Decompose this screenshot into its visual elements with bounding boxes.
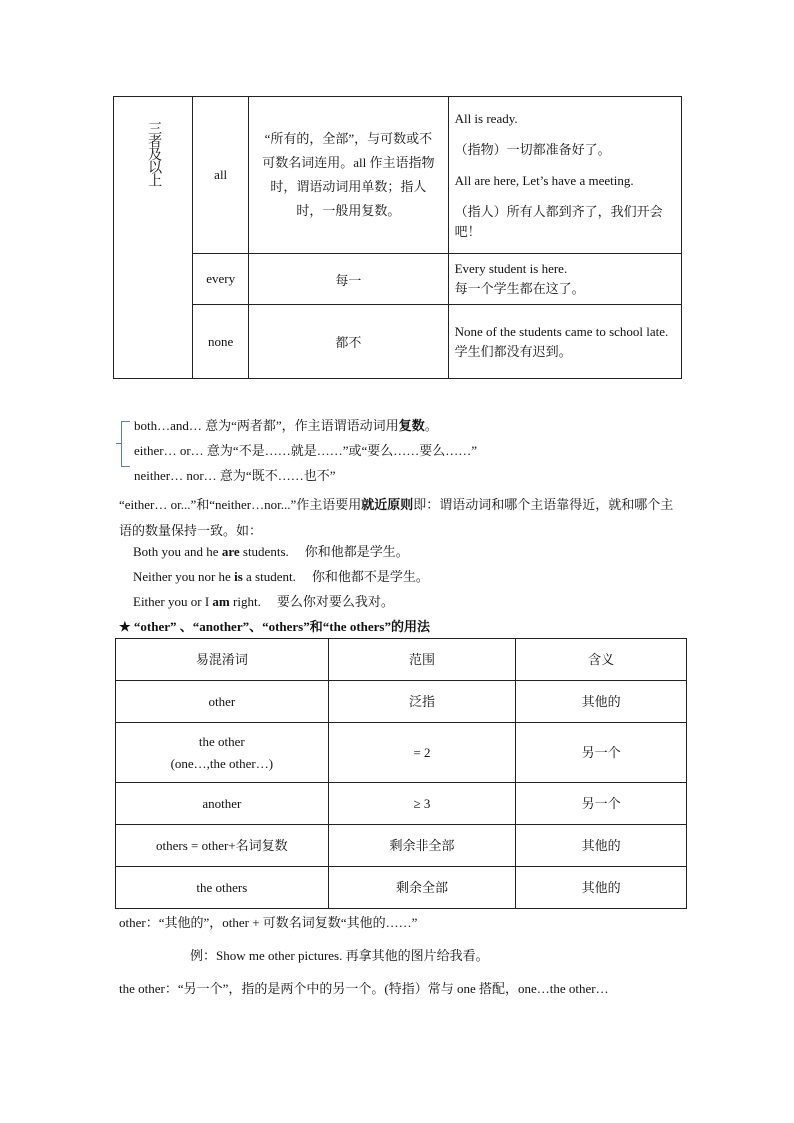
example-sentence — [133, 543, 409, 561]
meaning-cell: “所有的，全部”，与可数或不可数名词连用。all 作主语指物时，谓语动词用单数；指人时，一般用复数。 — [249, 97, 448, 254]
table-row — [116, 825, 687, 867]
note-text: “either… or...”和“neither…nor...”作主语要用 — [119, 497, 362, 512]
section-title: ★ “other” 、“another”、“others”和“the others”的用法 — [119, 619, 430, 634]
word-cell: others = other+名词复数 — [116, 825, 329, 867]
note-emphasis: 就近原则 — [361, 497, 414, 512]
note-text: 。 — [424, 418, 438, 433]
word-cell: another — [116, 783, 329, 825]
note-both — [134, 417, 438, 435]
example-cell — [448, 305, 681, 379]
example-verb: is — [234, 569, 243, 584]
word-main: the other — [198, 733, 245, 749]
example-text: Neither you nor he — [133, 569, 235, 584]
note-emphasis: 复数 — [398, 418, 425, 433]
word-cell: the others — [116, 867, 329, 909]
example-cell — [448, 97, 681, 254]
meaning-cell: 其他的 — [516, 681, 687, 723]
column-header: 易混淆词 — [116, 639, 329, 681]
example-verb: am — [212, 594, 230, 609]
word-sub: (one…,the other…) — [170, 755, 274, 771]
word-cell: none — [193, 305, 249, 379]
example-translation: 要么你对要么我对。 — [276, 594, 394, 609]
range-cell: 泛指 — [328, 681, 516, 723]
note-either: either… or… 意为“不是……就是……”或“要么……要么……” — [134, 443, 478, 458]
word-cell: every — [193, 254, 249, 305]
footer-line: the other：“另一个”，指的是两个中的另一个。(特指）常与 one 搭配，one…the other… — [119, 981, 609, 996]
example-cn: 每一个学生都在这了。 — [454, 281, 585, 296]
group-label-cell — [114, 97, 193, 379]
example-text: students. — [239, 544, 289, 559]
group-label: 三者及以上 — [146, 121, 162, 186]
brace-tick — [116, 443, 121, 444]
table-row — [114, 305, 682, 379]
meaning-cell: 其他的 — [516, 825, 687, 867]
word-cell: other — [116, 681, 329, 723]
table-row — [114, 97, 682, 254]
table-row — [116, 867, 687, 909]
example-text: right. — [229, 594, 261, 609]
table-row — [116, 783, 687, 825]
example-cn: （指人）所有人都到齐了，我们开会吧！ — [454, 203, 663, 239]
example-en: None of the students came to school late. — [454, 323, 669, 339]
example-text: Either you or I — [133, 594, 213, 609]
footer-example: 例：Show me other pictures. 再拿其他的图片给我看。 — [190, 948, 489, 963]
range-cell: ≥ 3 — [328, 783, 516, 825]
example-cn: （指物）一切都准备好了。 — [454, 141, 611, 157]
range-cell: 剩余全部 — [328, 867, 516, 909]
brace-bracket — [121, 421, 130, 467]
other-usage-table — [115, 638, 687, 909]
meaning-cell: 其他的 — [516, 867, 687, 909]
column-header: 含义 — [516, 639, 687, 681]
example-sentence — [133, 568, 429, 586]
meaning-cell: 都不 — [249, 305, 448, 379]
example-cell — [448, 254, 681, 305]
range-cell: 剩余非全部 — [328, 825, 516, 867]
meaning-cell: 每一 — [249, 254, 448, 305]
note-proximity-rule — [119, 492, 685, 544]
table-row — [114, 254, 682, 305]
example-verb: are — [221, 544, 240, 559]
example-en: All are here, Let’s have a meeting. — [454, 172, 634, 188]
table-row — [116, 723, 687, 783]
example-translation: 你和他都是学生。 — [304, 544, 409, 559]
example-translation: 你和他都不是学生。 — [311, 569, 429, 584]
note-neither: neither… nor… 意为“既不……也不” — [134, 468, 336, 483]
example-sentence — [133, 593, 394, 611]
footer-line: other：“其他的”，other + 可数名词复数“其他的……” — [119, 915, 418, 930]
note-text: both…and… 意为“两者都”，作主语谓语动词用 — [134, 418, 399, 433]
note-text: 即：谓语动词和哪个主语靠得近，就和哪个主语的数量保持一致。如： — [119, 497, 674, 538]
range-cell: = 2 — [328, 723, 516, 783]
word-cell: all — [193, 97, 249, 254]
word-cell — [116, 723, 329, 783]
example-text: Both you and he — [133, 544, 222, 559]
table-row — [116, 681, 687, 723]
column-header: 范围 — [328, 639, 516, 681]
meaning-cell: 另一个 — [516, 783, 687, 825]
determiner-table — [113, 96, 682, 379]
example-en: Every student is here. — [454, 261, 568, 276]
example-cn: 学生们都没有迟到。 — [454, 343, 572, 359]
table-header-row — [116, 639, 687, 681]
example-text: a student. — [242, 569, 296, 584]
example-en: All is ready. — [454, 110, 518, 126]
meaning-cell: 另一个 — [516, 723, 687, 783]
